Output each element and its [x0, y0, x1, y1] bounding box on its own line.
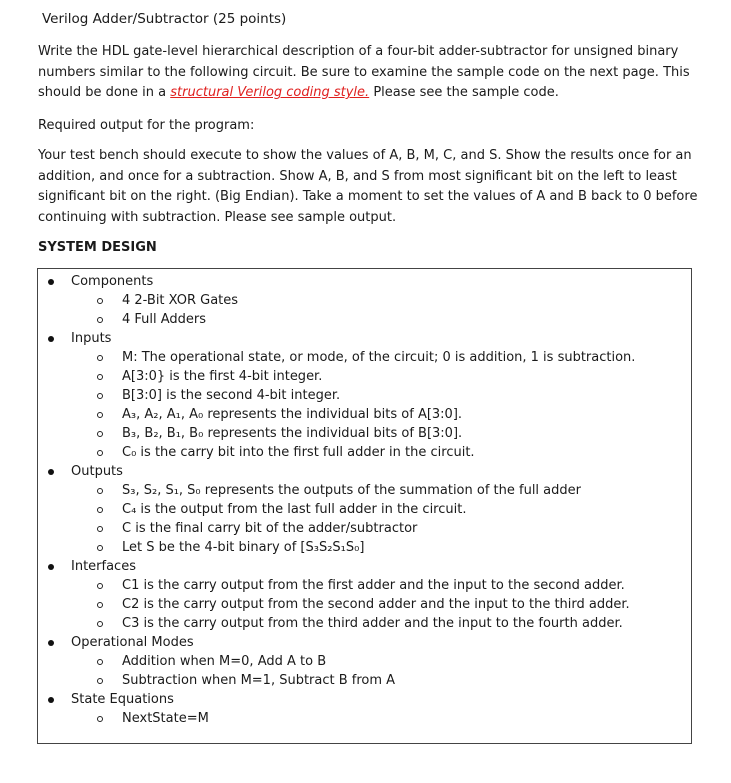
list-item: [0, 367, 731, 386]
list-item: [0, 500, 731, 519]
list-item: [0, 709, 731, 728]
list-item-text: 4 Full Adders: [122, 312, 207, 327]
bullet-icon: [48, 640, 54, 646]
list-item: [0, 652, 731, 671]
list-item-text: S₃, S₂, S₁, S₀ represents the outputs of the summation of the full adder: [122, 483, 581, 498]
list-item: [0, 519, 731, 538]
design-section: [0, 557, 731, 633]
list-item-text: B₃, B₂, B₁, B₀ represents the individual bits of B[3:0].: [122, 426, 463, 441]
hollow-bullet-icon: [97, 678, 103, 684]
list-item-text: C2 is the carry output from the second adder and the input to the third adder.: [122, 597, 630, 612]
list-item: [0, 405, 731, 424]
bullet-icon: [48, 279, 54, 285]
list-item: [0, 595, 731, 614]
hollow-bullet-icon: [97, 602, 103, 608]
design-section: [0, 272, 731, 329]
section-title: [0, 272, 731, 291]
section-title-text: Operational Modes: [71, 635, 194, 650]
bullet-icon: [48, 469, 54, 475]
section-title-text: Components: [71, 274, 154, 289]
bullet-icon: [48, 336, 54, 342]
hollow-bullet-icon: [97, 659, 103, 665]
list-item: [0, 386, 731, 405]
hollow-bullet-icon: [97, 507, 103, 513]
hollow-bullet-icon: [97, 374, 103, 380]
test-bench-paragraph: Your test bench should execute to show the values of A, B, M, C, and S. Show the results once for an addition, and once for a subtraction. Show A, B, and S from most significant bit on the left to least significant bit on the right. (Big Endian). Take a moment to set the values of A and B back to 0 before continuing with subtraction. Please see sample output.: [38, 148, 698, 225]
section-title: [0, 462, 731, 481]
hollow-bullet-icon: [97, 583, 103, 589]
hollow-bullet-icon: [97, 545, 103, 551]
hollow-bullet-icon: [97, 355, 103, 361]
list-item: [0, 614, 731, 633]
hollow-bullet-icon: [97, 526, 103, 532]
list-item-text: C₀ is the carry bit into the first full adder in the circuit.: [122, 445, 475, 460]
hollow-bullet-icon: [97, 450, 103, 456]
list-item: [0, 443, 731, 462]
intro-paragraph: [38, 42, 698, 104]
list-item-text: C₄ is the output from the last full adder in the circuit.: [122, 502, 467, 517]
bullet-icon: [48, 697, 54, 703]
section-title-text: Interfaces: [71, 559, 136, 574]
design-section: [0, 329, 731, 462]
section-title: [0, 690, 731, 709]
list-item-text: C is the final carry bit of the adder/subtractor: [122, 521, 418, 536]
list-item-text: NextState=M: [122, 711, 209, 726]
list-item-text: B[3:0] is the second 4-bit integer.: [122, 388, 341, 403]
section-title: [0, 557, 731, 576]
system-design-list: [0, 272, 731, 728]
intro-text: Write the HDL gate-level hierarchical description of a four-bit adder-subtractor for unsigned binary numbers similar to the following circuit. Be sure to examine the sample code on the next page. This should be done in a: [38, 44, 690, 100]
hollow-bullet-icon: [97, 431, 103, 437]
page-title: Verilog Adder/Subtractor (25 points): [42, 11, 287, 27]
design-section: [0, 633, 731, 690]
section-title-text: State Equations: [71, 692, 174, 707]
bullet-icon: [48, 564, 54, 570]
design-section: [0, 462, 731, 557]
system-design-heading: SYSTEM DESIGN: [38, 240, 157, 255]
section-title-text: Inputs: [71, 331, 112, 346]
intro-text-end: Please see the sample code.: [369, 85, 559, 100]
list-item-text: A₃, A₂, A₁, A₀ represents the individual bits of A[3:0].: [122, 407, 463, 422]
list-item: [0, 348, 731, 367]
hollow-bullet-icon: [97, 317, 103, 323]
list-item-text: Addition when M=0, Add A to B: [122, 654, 327, 669]
section-title: [0, 633, 731, 652]
hollow-bullet-icon: [97, 412, 103, 418]
list-item: [0, 424, 731, 443]
structural-verilog-link[interactable]: structural Verilog coding style.: [170, 85, 370, 100]
list-item: [0, 671, 731, 690]
section-title: [0, 329, 731, 348]
list-item: [0, 576, 731, 595]
list-item: [0, 310, 731, 329]
list-item-text: 4 2-Bit XOR Gates: [122, 293, 239, 308]
section-title-text: Outputs: [71, 464, 123, 479]
hollow-bullet-icon: [97, 488, 103, 494]
hollow-bullet-icon: [97, 621, 103, 627]
list-item-text: M: The operational state, or mode, of the circuit; 0 is addition, 1 is subtraction.: [122, 350, 636, 365]
list-item-text: Subtraction when M=1, Subtract B from A: [122, 673, 396, 688]
list-item-text: Let S be the 4-bit binary of [S₃S₂S₁S₀]: [122, 540, 365, 555]
hollow-bullet-icon: [97, 716, 103, 722]
required-output-label: Required output for the program:: [38, 118, 255, 133]
design-section: [0, 690, 731, 728]
list-item: [0, 291, 731, 310]
hollow-bullet-icon: [97, 298, 103, 304]
list-item-text: C3 is the carry output from the third adder and the input to the fourth adder.: [122, 616, 623, 631]
list-item-text: C1 is the carry output from the first adder and the input to the second adder.: [122, 578, 625, 593]
hollow-bullet-icon: [97, 393, 103, 399]
list-item: [0, 538, 731, 557]
list-item-text: A[3:0} is the first 4-bit integer.: [122, 369, 323, 384]
list-item: [0, 481, 731, 500]
